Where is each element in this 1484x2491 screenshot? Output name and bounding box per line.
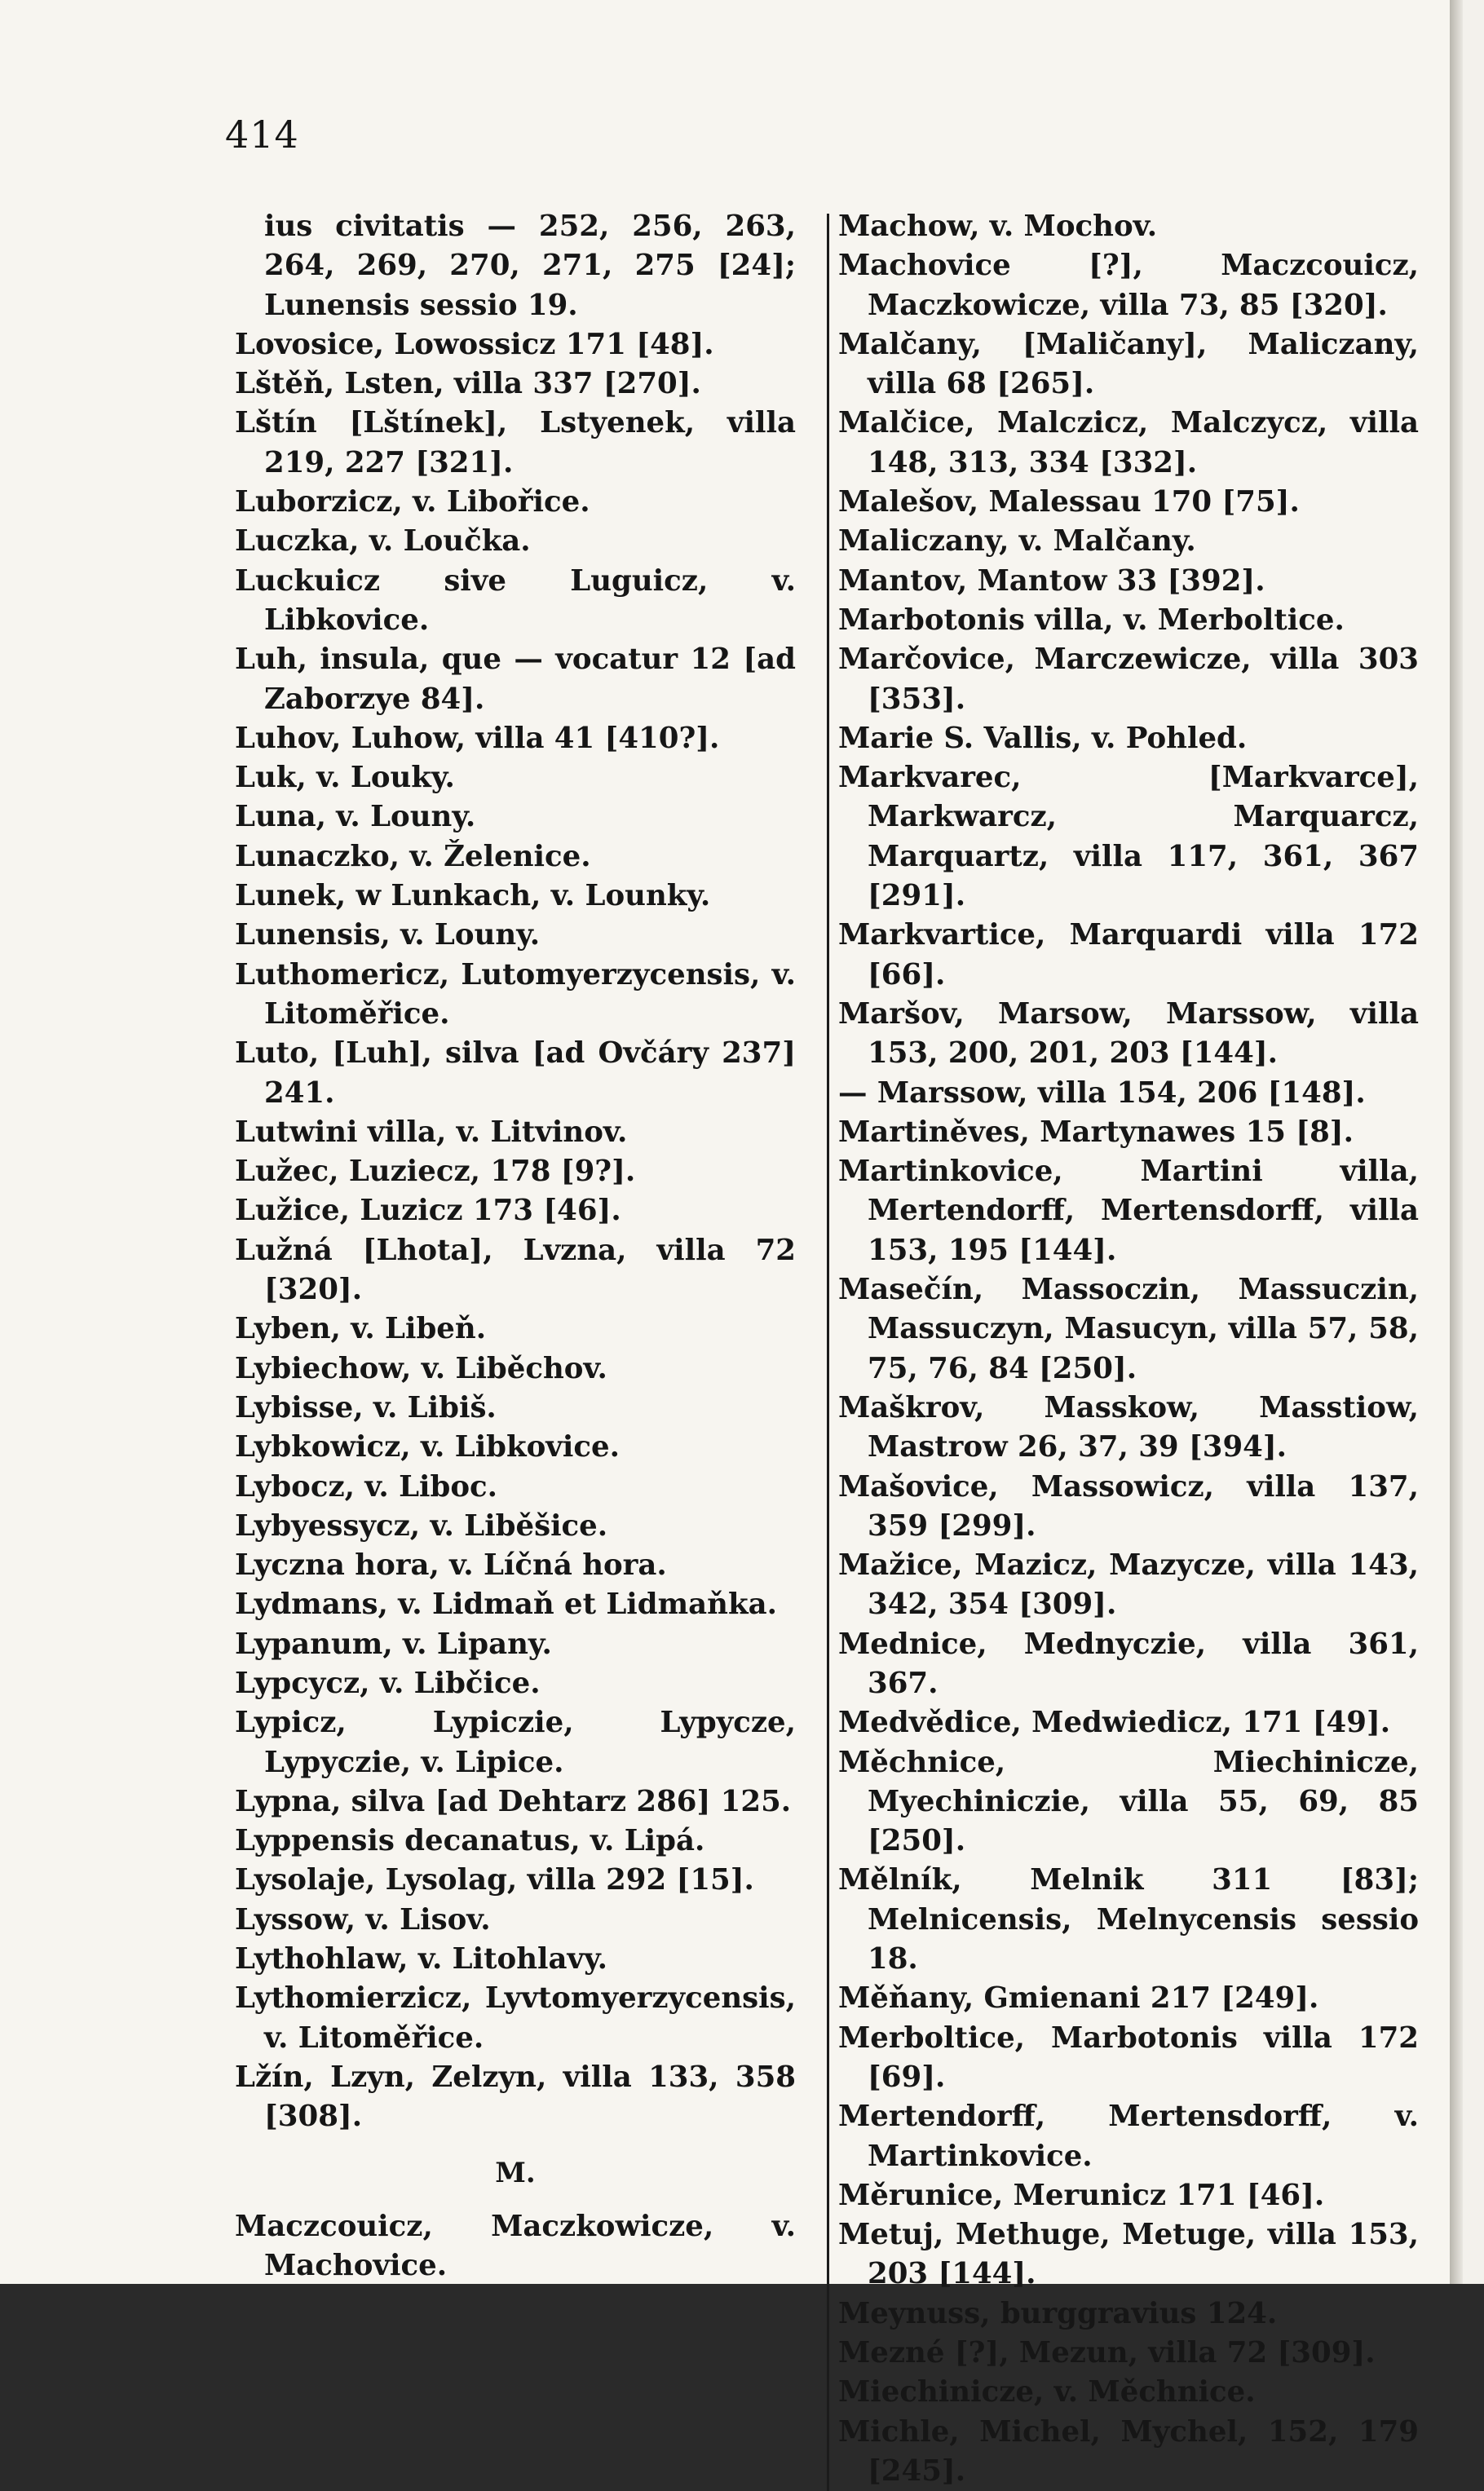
index-entry: Luto, [Luh], silva [ad Ovčáry 237] 241. — [235, 1036, 796, 1110]
index-entry: Lypcycz, v. Libčice. — [235, 1666, 541, 1700]
index-entry: Lybyessycz, v. Liběšice. — [235, 1508, 608, 1543]
index-entry: Mělník, Melnik 311 [83]; Melnicensis, Melnycensis sessio 18. — [838, 1863, 1419, 1976]
index-entry: Medvědice, Medwiedicz, 171 [49]. — [838, 1706, 1391, 1740]
index-entry: Maczcouicz, Maczkowicze, v. Machovice. — [235, 2209, 796, 2283]
index-entry: Lštěň, Lsten, villa 337 [270]. — [235, 367, 701, 401]
page-number: 414 — [225, 113, 299, 157]
index-entry: Lybiechow, v. Liběchov. — [235, 1351, 607, 1385]
index-entry: Lyppensis decanatus, v. Lipá. — [235, 1824, 705, 1858]
page-edge — [1463, 0, 1484, 2284]
index-entry: Luhov, Luhow, villa 41 [410?]. — [235, 721, 720, 755]
index-entry: Lybisse, v. Libiš. — [235, 1390, 497, 1424]
index-entry: Luckuicz sive Luguicz, v. Libkovice. — [235, 563, 796, 637]
index-entry: Lybocz, v. Liboc. — [235, 1469, 498, 1504]
index-entry: Markvartice, Marquardi villa 172 [66]. — [838, 918, 1419, 992]
index-entry: Mažice, Mazicz, Mazycze, villa 143, 342, 354 [309]. — [838, 1548, 1419, 1622]
index-entry: Lypicz, Lypiczie, Lypycze, Lypyczie, v. Lipice. — [235, 1706, 796, 1779]
index-entry: Lydmans, v. Lidmaň et Lidmaňka. — [235, 1588, 777, 1622]
index-entry: Mašovice, Massowicz, villa 137, 359 [299]. — [838, 1469, 1419, 1543]
index-entry: Lypna, silva [ad Dehtarz 286] 125. — [235, 1784, 792, 1818]
index-entry: Měňany, Gmienani 217 [249]. — [838, 1981, 1319, 2016]
index-entry: Michle, Michel, Mychel, 152, 179 [245]. — [838, 2414, 1419, 2488]
index-entry: Lovosice, Lowossicz 171 [48]. — [235, 327, 714, 361]
index-entry: Lysolaje, Lysolag, villa 292 [15]. — [235, 1863, 754, 1897]
index-entry: Meynuss, burggravius 124. — [838, 2296, 1278, 2330]
index-entry: Maliczany, v. Malčany. — [838, 524, 1196, 559]
index-entry: Merboltice, Marbotonis villa 172 [69]. — [838, 2021, 1419, 2094]
index-entry: Lythomierzicz, Lyvtomyerzycensis, v. Litoměřice. — [235, 1981, 796, 2055]
index-entry: Lužec, Luziecz, 178 [9?]. — [235, 1155, 636, 1189]
index-entry: Malešov, Malessau 170 [75]. — [838, 485, 1300, 519]
index-entry: Luna, v. Louny. — [235, 800, 476, 834]
index-entry: Malčany, [Maličany], Maliczany, villa 68 [265]. — [838, 327, 1419, 401]
index-entry: Luh, insula, que — vocatur 12 [ad Zaborzye 84]. — [235, 643, 796, 716]
index-entry: Mednice, Mednyczie, villa 361, 367. — [838, 1627, 1419, 1700]
index-entry: Miechinicze, v. Měchnice. — [838, 2375, 1256, 2409]
index-entry: Mezné [?], Mezun, villa 72 [309]. — [838, 2336, 1376, 2370]
index-entry: Maršov, Marsow, Marssow, villa 153, 200, 201, 203 [144]. — [838, 996, 1419, 1071]
index-entry: Lužice, Luzicz 173 [46]. — [235, 1194, 621, 1228]
index-entry: Marie S. Vallis, v. Pohled. — [838, 721, 1248, 755]
index-entry: Metuj, Methuge, Metuge, villa 153, 203 [144]. — [838, 2218, 1419, 2291]
index-entry: Mantov, Mantow 33 [392]. — [838, 563, 1265, 598]
index-entry: Lyssow, v. Lisov. — [235, 1902, 491, 1937]
index-entry: Luthomericz, Lutomyerzycensis, v. Litoměřice. — [235, 957, 796, 1031]
index-entry: Lunek, w Lunkach, v. Lounky. — [235, 879, 711, 913]
index-entry: Lžín, Lzyn, Zelzyn, villa 133, 358 [308]. — [235, 2060, 796, 2134]
index-entry: Lunaczko, v. Želenice. — [235, 839, 591, 873]
index-entry: Lyczna hora, v. Líčná hora. — [235, 1548, 667, 1583]
index-entry: Malčice, Malczicz, Malczycz, villa 148, 313, 334 [332]. — [838, 406, 1419, 479]
index-entry: Měchnice, Miechinicze, Myechiniczie, villa 55, 69, 85 [250]. — [838, 1745, 1419, 1858]
section-heading: M. — [495, 2156, 536, 2189]
index-entry: Markvarec, [Markvarce], Markwarcz, Marquarcz, Marquartz, villa 117, 361, 367 [291]. — [838, 761, 1419, 913]
index-entry: ius civitatis — 252, 256, 263, 264, 269, 270, 271, 275 [24]; Lunensis sessio 19. — [264, 210, 796, 322]
index-entry: — Marssow, villa 154, 206 [148]. — [838, 1075, 1366, 1110]
index-entry: Masečín, Massoczin, Massuczin, Massuczyn, Masucyn, villa 57, 58, 75, 76, 84 [250]. — [838, 1273, 1419, 1385]
index-entry: Lythohlaw, v. Litohlavy. — [235, 1942, 608, 1976]
right-entries — [838, 207, 1419, 2491]
left-entries-after-heading — [235, 2207, 796, 2286]
index-entry: Luborzicz, v. Libořice. — [235, 485, 590, 519]
right-column — [838, 207, 1419, 2491]
index-entry: Mertendorff, Mertensdorff, v. Martinkovice. — [838, 2100, 1419, 2173]
column-divider — [827, 214, 829, 2491]
left-column — [235, 207, 796, 2286]
index-entry: Marčovice, Marczewicze, villa 303 [353]. — [838, 643, 1419, 716]
index-entry: Lunensis, v. Louny. — [235, 918, 541, 952]
left-entries — [235, 207, 796, 2137]
index-entry: Lyben, v. Libeň. — [235, 1312, 487, 1346]
index-entry: Maškrov, Masskow, Masstiow, Mastrow 26, 37, 39 [394]. — [838, 1390, 1419, 1464]
index-entry: Marbotonis villa, v. Merboltice. — [838, 603, 1345, 637]
index-entry: Měrunice, Merunicz 171 [46]. — [838, 2178, 1325, 2212]
index-entry: Lypanum, v. Lipany. — [235, 1627, 552, 1661]
index-entry: Lybkowicz, v. Libkovice. — [235, 1430, 620, 1464]
index-entry: Luk, v. Louky. — [235, 761, 455, 795]
index-entry: Luczka, v. Loučka. — [235, 524, 531, 559]
index-entry: Machow, v. Mochov. — [838, 210, 1158, 243]
index-entry: Lštín [Lštínek], Lstyenek, villa 219, 227 [321]. — [235, 406, 796, 479]
index-entry: Lužná [Lhota], Lvzna, villa 72 [320]. — [235, 1233, 796, 1307]
index-entry: Martiněves, Martynawes 15 [8]. — [838, 1115, 1354, 1149]
index-entry: Machovice [?], Maczcouicz, Maczkowicze, villa 73, 85 [320]. — [838, 249, 1419, 322]
page-edge-shadow — [1450, 0, 1463, 2284]
index-entry: Lutwini villa, v. Litvinov. — [235, 1115, 628, 1149]
index-entry: Martinkovice, Martini villa, Mertendorff, Mertensdorff, villa 153, 195 [144]. — [838, 1155, 1419, 1267]
